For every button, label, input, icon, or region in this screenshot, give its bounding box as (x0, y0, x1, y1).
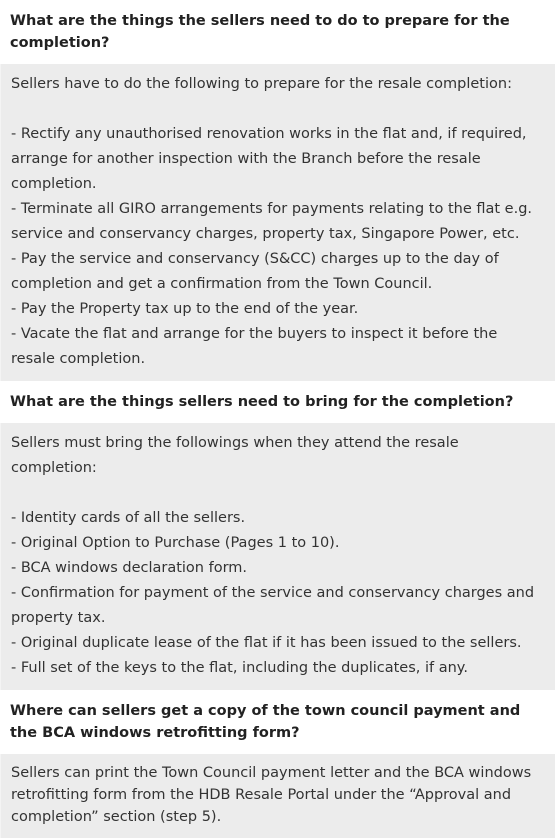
faq-answer-bring (0, 423, 555, 690)
faq-question-prepare[interactable]: What are the things the sellers need to do to prepare for the completion? (0, 0, 555, 64)
faq-answer-copy (0, 754, 555, 838)
answer-text: Sellers can print the Town Council payment letter and the BCA windows retrofitting form from the HDB Resale Portal under the “Approval and completion” section (step 5). (11, 765, 532, 825)
list-item: - Identity cards of all the sellers. (11, 510, 246, 526)
faq-answer-prepare (0, 64, 555, 381)
answer-intro: Sellers have to do the following to prepare for the resale completion: (11, 76, 512, 92)
list-item: - Original Option to Purchase (Pages 1 to 10). (11, 535, 340, 551)
list-item: - Confirmation for payment of the service and conservancy charges and property tax. (11, 585, 535, 626)
list-item: - Vacate the flat and arrange for the buyers to inspect it before the resale completion. (11, 326, 498, 367)
list-item: - Rectify any unauthorised renovation works in the flat and, if required, arrange for another inspection with the Branch before the resale completion. (11, 126, 527, 192)
list-item: - Full set of the keys to the flat, including the duplicates, if any. (11, 660, 468, 676)
list-item: - Pay the service and conservancy (S&CC) charges up to the day of completion and get a confirmation from the Town Council. (11, 251, 499, 292)
list-item: - Pay the Property tax up to the end of the year. (11, 301, 359, 317)
faq-question-copy[interactable]: Where can sellers get a copy of the town council payment and the BCA windows retrofitting form? (0, 690, 555, 754)
list-item: - BCA windows declaration form. (11, 560, 248, 576)
list-item: - Original duplicate lease of the flat if it has been issued to the sellers. (11, 635, 522, 651)
list-item: - Terminate all GIRO arrangements for payments relating to the flat e.g. service and conservancy charges, property tax, Singapore Power, etc. (11, 201, 533, 242)
faq-question-bring[interactable]: What are the things sellers need to bring for the completion? (0, 381, 555, 423)
answer-intro: Sellers must bring the followings when they attend the resale completion: (11, 435, 459, 476)
